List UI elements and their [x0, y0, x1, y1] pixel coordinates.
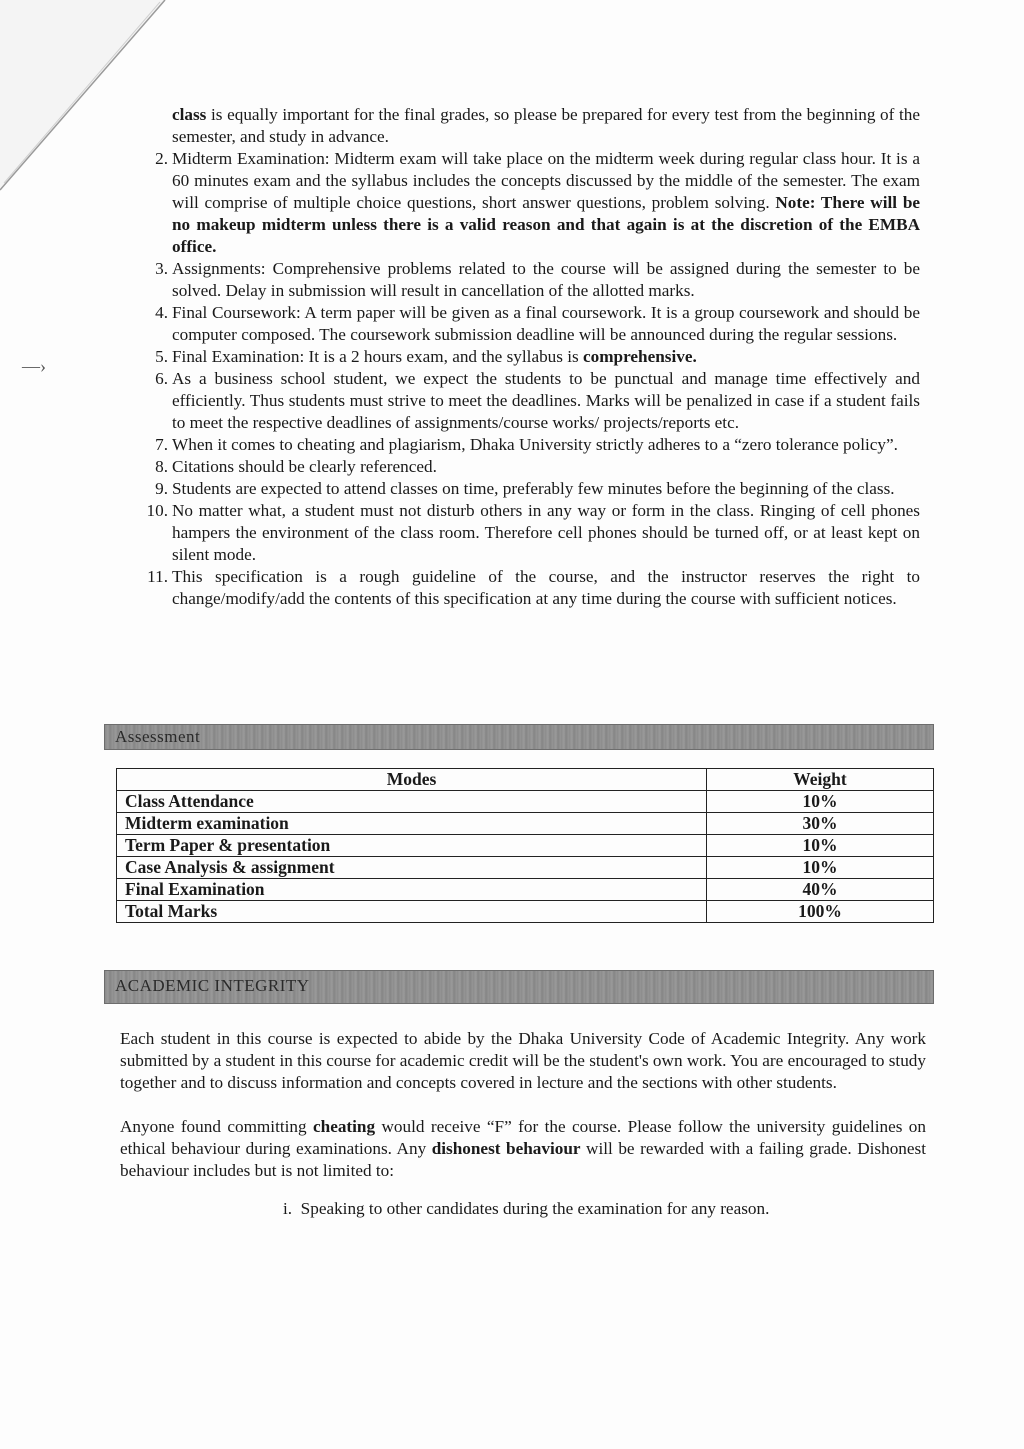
integrity-heading-bar — [104, 970, 934, 1004]
list-number: 9. — [155, 479, 168, 498]
weight-cell: 100% — [707, 901, 934, 923]
para2-text-e: will be rewarded with a failing grade. Dishonest behaviour includes but is not limited to: — [120, 1139, 926, 1180]
weight-cell: 40% — [707, 879, 934, 901]
list-number: 3. — [155, 259, 168, 278]
integrity-section — [120, 1028, 926, 1204]
mode-cell: Final Examination — [117, 879, 707, 901]
list-number: 6. — [155, 369, 168, 388]
intro-text: is equally important for the final grades, so please be prepared for every test from the beginning of the semester, and study in advance. — [172, 105, 920, 146]
list-item — [120, 346, 920, 368]
column-header-modes: Modes — [117, 769, 707, 791]
list-bold-note: Note: There will be no makeup midterm unless there is a valid reason and that again is at the discretion of the EMBA office. — [172, 193, 921, 256]
list-number: 10. — [146, 501, 168, 520]
mode-cell: Term Paper & presentation — [117, 835, 707, 857]
integrity-paragraph-2 — [120, 1116, 926, 1182]
mode-cell: Case Analysis & assignment — [117, 857, 707, 879]
table-row — [117, 879, 934, 901]
requirements-section — [120, 104, 920, 610]
list-item — [120, 478, 920, 500]
para2-text-a: Anyone found committing — [120, 1117, 314, 1136]
list-text: When it comes to cheating and plagiarism, Dhaka University strictly adheres to a “zero tolerance policy”. — [172, 435, 898, 454]
list-bold-note: comprehensive. — [583, 347, 697, 366]
list-text: Assignments: Comprehensive problems related to the course will be assigned during the semester to be solved. Delay in submission will result in cancellation of the allotted marks. — [172, 259, 920, 300]
list-text: Final Coursework: A term paper will be given as a final coursework. It is a group coursework and should be computer composed. The coursework submission deadline will be announced during the regular sessions. — [172, 303, 920, 344]
list-item — [120, 434, 920, 456]
assessment-heading: Assessment — [115, 727, 201, 746]
assessment-heading-bar — [104, 724, 934, 750]
list-number: 2. — [155, 149, 168, 168]
weight-cell: 10% — [707, 835, 934, 857]
para2-bold-cheating: cheating — [313, 1117, 376, 1136]
mode-cell: Midterm examination — [117, 813, 707, 835]
list-text: Students are expected to attend classes on time, preferably few minutes before the beginning of the class. — [172, 479, 895, 498]
list-number: 5. — [155, 347, 168, 366]
list-number: 8. — [155, 457, 168, 476]
list-item — [120, 500, 920, 566]
intro-paragraph — [120, 104, 920, 148]
para2-bold-dishonest: dishonest behaviour — [431, 1139, 581, 1158]
weight-cell: 10% — [707, 857, 934, 879]
dishonest-list-text: Speaking to other candidates during the examination for any reason. — [300, 1199, 770, 1218]
integrity-paragraph-1: Each student in this course is expected to abide by the Dhaka University Code of Academic Integrity. Any work submitted by a student in this course for academic credit will be the student's own work. You are encouraged to study together and to discuss information and concepts covered in lecture and the sections with other students. — [120, 1029, 926, 1092]
mode-cell: Total Marks — [117, 901, 707, 923]
requirements-list — [120, 148, 920, 610]
weight-cell: 30% — [707, 813, 934, 835]
list-item — [120, 368, 920, 434]
table-row — [117, 813, 934, 835]
list-item — [120, 148, 920, 258]
intro-bold-word: class — [172, 105, 207, 124]
list-text: No matter what, a student must not disturb others in any way or form in the class. Ringing of cell phones hampers the environment of the class room. Therefore cell phones should be turned off, or at least kept on silent mode. — [172, 501, 920, 564]
list-number: 7. — [155, 435, 168, 454]
dishonest-list-item — [283, 1198, 769, 1220]
column-header-weight: Weight — [707, 769, 934, 791]
mode-cell: Class Attendance — [117, 791, 707, 813]
list-item — [120, 566, 920, 610]
margin-mark: —› — [22, 356, 46, 376]
para2-text-c: would receive “F” for the course. Please follow the university guidelines on ethical behaviour during examinations. Any — [120, 1117, 926, 1158]
list-text: This specification is a rough guideline of the course, and the instructor reserves the right to change/modify/add the contents of this specification at any time during the course with sufficient notices. — [172, 567, 920, 608]
list-text: Citations should be clearly referenced. — [172, 457, 437, 476]
list-number: 11. — [147, 567, 168, 586]
list-item — [120, 302, 920, 346]
table-row — [117, 791, 934, 813]
integrity-heading: ACADEMIC INTEGRITY — [115, 976, 310, 995]
list-text: Midterm Examination: Midterm exam will take place on the midterm week during regular class hour. It is a 60 minutes exam and the syllabus includes the concepts discussed by the middle of the semester. The exam will comprise of multiple choice questions, short answer questions, problem solving. — [172, 149, 920, 212]
list-item — [120, 258, 920, 302]
table-row — [117, 857, 934, 879]
table-row — [117, 901, 934, 923]
assessment-table — [116, 768, 934, 923]
list-text: As a business school student, we expect the students to be punctual and manage time effectively and efficiently. Thus students must strive to meet the deadlines. Marks will be penalized in case if a student fails to meet the respective deadlines of assignments/course works/ projects/reports etc. — [172, 369, 920, 432]
list-text: Final Examination: It is a 2 hours exam, and the syllabus is — [172, 347, 584, 366]
list-number: 4. — [155, 303, 168, 322]
list-item — [120, 456, 920, 478]
weight-cell: 10% — [707, 791, 934, 813]
table-header-row — [117, 769, 934, 791]
roman-numeral: i. — [283, 1199, 293, 1218]
table-row — [117, 835, 934, 857]
